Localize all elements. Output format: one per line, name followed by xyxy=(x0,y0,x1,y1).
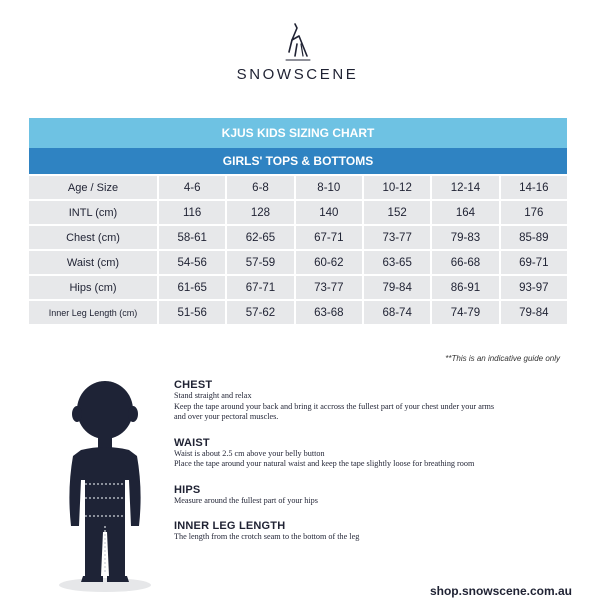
chart-title: KJUS KIDS SIZING CHART xyxy=(29,118,567,148)
table-cell: 54-56 xyxy=(159,251,225,274)
table-cell: 60-62 xyxy=(296,251,362,274)
table-row xyxy=(29,226,567,249)
table-cell: 73-77 xyxy=(296,276,362,299)
guide-text: and over your pectoral muscles. xyxy=(174,412,279,421)
table-cell: 61-65 xyxy=(159,276,225,299)
row-label: INTL (cm) xyxy=(29,201,157,224)
table-cell: 86-91 xyxy=(432,276,498,299)
table-cell: 51-56 xyxy=(159,301,225,324)
table-cell: 62-65 xyxy=(227,226,293,249)
table-cell: 67-71 xyxy=(296,226,362,249)
child-silhouette-icon xyxy=(55,380,155,595)
guide-text: Place the tape around your natural waist and keep the tape slightly loose for breathing room xyxy=(174,459,475,468)
table-cell: 164 xyxy=(432,201,498,224)
shop-url[interactable]: shop.snowscene.com.au xyxy=(429,584,572,598)
table-cell: 140 xyxy=(296,201,362,224)
guide-heading: CHEST xyxy=(174,379,213,391)
sizing-table xyxy=(27,174,569,326)
table-cell: 93-97 xyxy=(501,276,567,299)
table-cell: 85-89 xyxy=(501,226,567,249)
table-cell: 73-77 xyxy=(364,226,430,249)
sizing-chart xyxy=(29,118,567,326)
guide-inner-leg xyxy=(174,520,574,543)
table-cell: 14-16 xyxy=(501,176,567,199)
table-cell: 128 xyxy=(227,201,293,224)
guide-heading: WAIST xyxy=(174,436,210,449)
table-cell: 79-84 xyxy=(364,276,430,299)
table-cell: 10-12 xyxy=(364,176,430,199)
row-label: Chest (cm) xyxy=(29,226,157,249)
brand-name: SNOWSCENE xyxy=(236,66,359,83)
row-label: Inner Leg Length (cm) xyxy=(29,301,157,324)
table-cell: 4-6 xyxy=(159,176,225,199)
guide-text: Measure around the fullest part of your hips xyxy=(174,495,318,505)
table-row xyxy=(29,201,567,224)
chart-subtitle: GIRLS' TOPS & BOTTOMS xyxy=(29,148,567,174)
indicative-note: **This is an indicative guide only xyxy=(445,354,560,363)
table-cell: 152 xyxy=(364,201,430,224)
guide-text: Keep the tape around your back and bring it accross the fullest part of your chest under your arms xyxy=(174,401,495,411)
table-cell: 66-68 xyxy=(432,251,498,274)
table-row xyxy=(29,251,567,274)
table-cell: 58-61 xyxy=(159,226,225,249)
row-label: Waist (cm) xyxy=(29,251,157,274)
guide-chest xyxy=(174,379,574,423)
table-row xyxy=(29,301,567,324)
table-row xyxy=(29,276,567,299)
guide-text: Waist is about 2.5 cm above your belly button xyxy=(174,448,325,458)
table-cell: 69-71 xyxy=(501,251,567,274)
table-cell: 67-71 xyxy=(227,276,293,299)
table-cell: 79-84 xyxy=(501,301,567,324)
table-cell: 12-14 xyxy=(432,176,498,199)
table-cell: 63-68 xyxy=(296,301,362,324)
measurement-guide xyxy=(174,379,574,550)
row-label: Age / Size xyxy=(29,176,157,199)
row-label: Hips (cm) xyxy=(29,276,157,299)
table-row xyxy=(29,176,567,199)
table-cell: 116 xyxy=(159,201,225,224)
guide-heading: HIPS xyxy=(174,483,201,496)
table-cell: 8-10 xyxy=(296,176,362,199)
guide-waist xyxy=(174,437,574,470)
table-cell: 74-79 xyxy=(432,301,498,324)
guide-text: Stand straight and relax xyxy=(174,391,252,400)
table-cell: 6-8 xyxy=(227,176,293,199)
guide-hips xyxy=(174,484,574,507)
table-cell: 57-59 xyxy=(227,251,293,274)
skier-logo-icon xyxy=(281,22,313,64)
table-cell: 68-74 xyxy=(364,301,430,324)
guide-text: The length from the crotch seam to the bottom of the leg xyxy=(174,532,360,541)
table-cell: 63-65 xyxy=(364,251,430,274)
table-cell: 57-62 xyxy=(227,301,293,324)
guide-heading: INNER LEG LENGTH xyxy=(174,520,286,532)
table-cell: 79-83 xyxy=(432,226,498,249)
table-cell: 176 xyxy=(501,201,567,224)
